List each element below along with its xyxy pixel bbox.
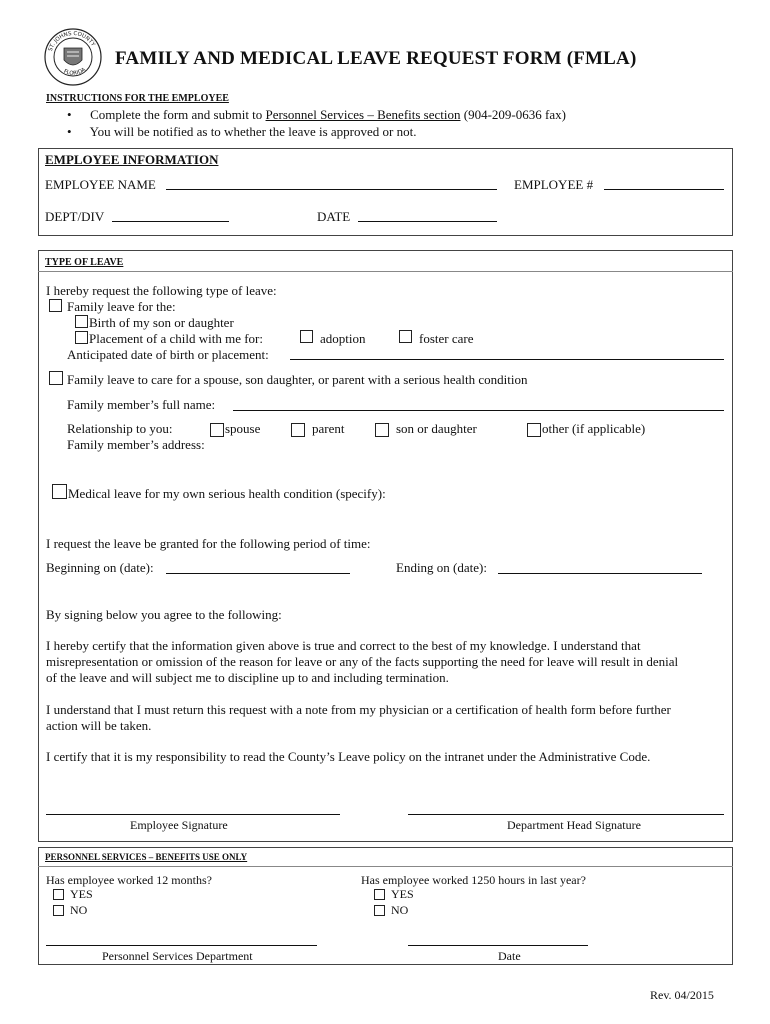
hours-no-checkbox[interactable] [374,905,385,916]
bullet-icon: • [67,124,72,139]
medical-leave-checkbox[interactable] [52,484,67,499]
department-head-signature-line[interactable] [408,814,724,815]
placement-checkbox[interactable] [75,331,88,344]
certify-paragraph-line-2: misrepresentation or omission of the reason for leave or any of the facts supporting the need for leave will result in denial [46,654,679,669]
ending-date-label: Ending on (date): [396,560,487,575]
months-question: Has employee worked 12 months? [46,873,212,887]
family-leave-checkbox[interactable] [49,299,62,312]
adoption-label: adoption [320,331,366,346]
physician-paragraph-line-1: I understand that I must return this request with a note from my physician or a certification of health form before further [46,702,671,717]
revision-label: Rev. 04/2015 [650,988,714,1002]
employee-number-label: EMPLOYEE # [514,177,594,192]
placement-label: Placement of a child with me for: [89,331,264,346]
months-yes-checkbox[interactable] [53,889,64,900]
physician-paragraph-line-2: action will be taken. [46,718,152,733]
member-name-field[interactable] [233,410,724,411]
son-daughter-checkbox[interactable] [375,423,389,437]
hours-yes-checkbox[interactable] [374,889,385,900]
adoption-checkbox[interactable] [300,330,313,343]
beginning-date-label: Beginning on (date): [46,560,154,575]
dept-div-label: DEPT/DIV [45,209,105,224]
months-no-label: NO [70,903,88,917]
county-seal [44,28,102,86]
medical-leave-label: Medical leave for my own serious health condition (specify): [68,486,386,501]
certify-paragraph-line-1: I hereby certify that the information given above is true and correct to the best of my knowledge. I understand that [46,638,641,653]
care-leave-label: Family leave to care for a spouse, son daughter, or parent with a serious health condition [67,372,528,387]
date-label: DATE [317,209,351,224]
anticipated-date-field[interactable] [290,359,724,360]
personnel-dept-label: Personnel Services Department [102,949,253,963]
benefits-section-link[interactable]: Personnel Services – Benefits section [265,107,461,122]
parent-checkbox[interactable] [291,423,305,437]
leave-intro: I hereby request the following type of leave: [46,283,277,298]
employee-signature-label: Employee Signature [130,818,228,832]
employee-name-field[interactable] [166,189,497,190]
page-title: FAMILY AND MEDICAL LEAVE REQUEST FORM (FMLA) [115,48,637,69]
foster-care-label: foster care [419,331,474,346]
son-daughter-label: son or daughter [396,421,477,436]
agreement-intro: By signing below you agree to the following: [46,607,282,622]
other-checkbox[interactable] [527,423,541,437]
svg-text:ST. JOHNS COUNTY: ST. JOHNS COUNTY [47,30,96,53]
personnel-date-label: Date [498,949,521,963]
svg-text:FLORIDA: FLORIDA [62,66,87,77]
spouse-checkbox[interactable] [210,423,224,437]
personnel-use-panel [38,847,733,965]
heading-divider [38,271,733,272]
months-yes-label: YES [70,887,93,901]
parent-label: parent [312,421,345,436]
personnel-heading: PERSONNEL SERVICES – BENEFITS USE ONLY [45,852,248,862]
spouse-label: spouse [225,421,261,436]
personnel-date-line[interactable] [408,945,588,946]
months-no-checkbox[interactable] [53,905,64,916]
personnel-dept-signature-line[interactable] [46,945,317,946]
other-label: other (if applicable) [542,421,646,436]
employee-name-label: EMPLOYEE NAME [45,177,156,192]
leave-period-label: I request the leave be granted for the following period of time: [46,536,371,551]
relationship-label: Relationship to you: [67,421,173,436]
date-field[interactable] [358,221,497,222]
hours-yes-label: YES [391,887,414,901]
bullet-icon: • [67,107,72,122]
birth-checkbox[interactable] [75,315,88,328]
foster-care-checkbox[interactable] [399,330,412,343]
dept-div-field[interactable] [112,221,229,222]
type-of-leave-heading: TYPE OF LEAVE [45,257,124,268]
member-address-label: Family member’s address: [67,437,205,452]
family-leave-label: Family leave for the: [67,299,176,314]
employee-number-field[interactable] [604,189,724,190]
instruction-bullet-2: • You will be notified as to whether the leave is approved or not. [67,124,417,139]
care-leave-checkbox[interactable] [49,371,63,385]
hours-question: Has employee worked 1250 hours in last year? [361,873,586,887]
employee-signature-line[interactable] [46,814,340,815]
certify-paragraph-line-3: of the leave and will subject me to discipline up to and including termination. [46,670,449,685]
birth-label: Birth of my son or daughter [89,315,234,330]
member-name-label: Family member’s full name: [67,397,216,412]
instructions-heading: INSTRUCTIONS FOR THE EMPLOYEE [46,93,229,104]
anticipated-date-label: Anticipated date of birth or placement: [67,347,269,362]
instruction-bullet-1: • Complete the form and submit to Personnel Services – Benefits section (904-209-0636 fax) [67,107,566,122]
ending-date-field[interactable] [498,573,702,574]
employee-info-heading: EMPLOYEE INFORMATION [45,152,219,167]
personnel-heading-divider [38,866,733,867]
policy-paragraph: I certify that it is my responsibility to read the County’s Leave policy on the intranet under the Administrative Code. [46,749,651,764]
hours-no-label: NO [391,903,409,917]
beginning-date-field[interactable] [166,573,350,574]
department-head-signature-label: Department Head Signature [507,818,641,832]
